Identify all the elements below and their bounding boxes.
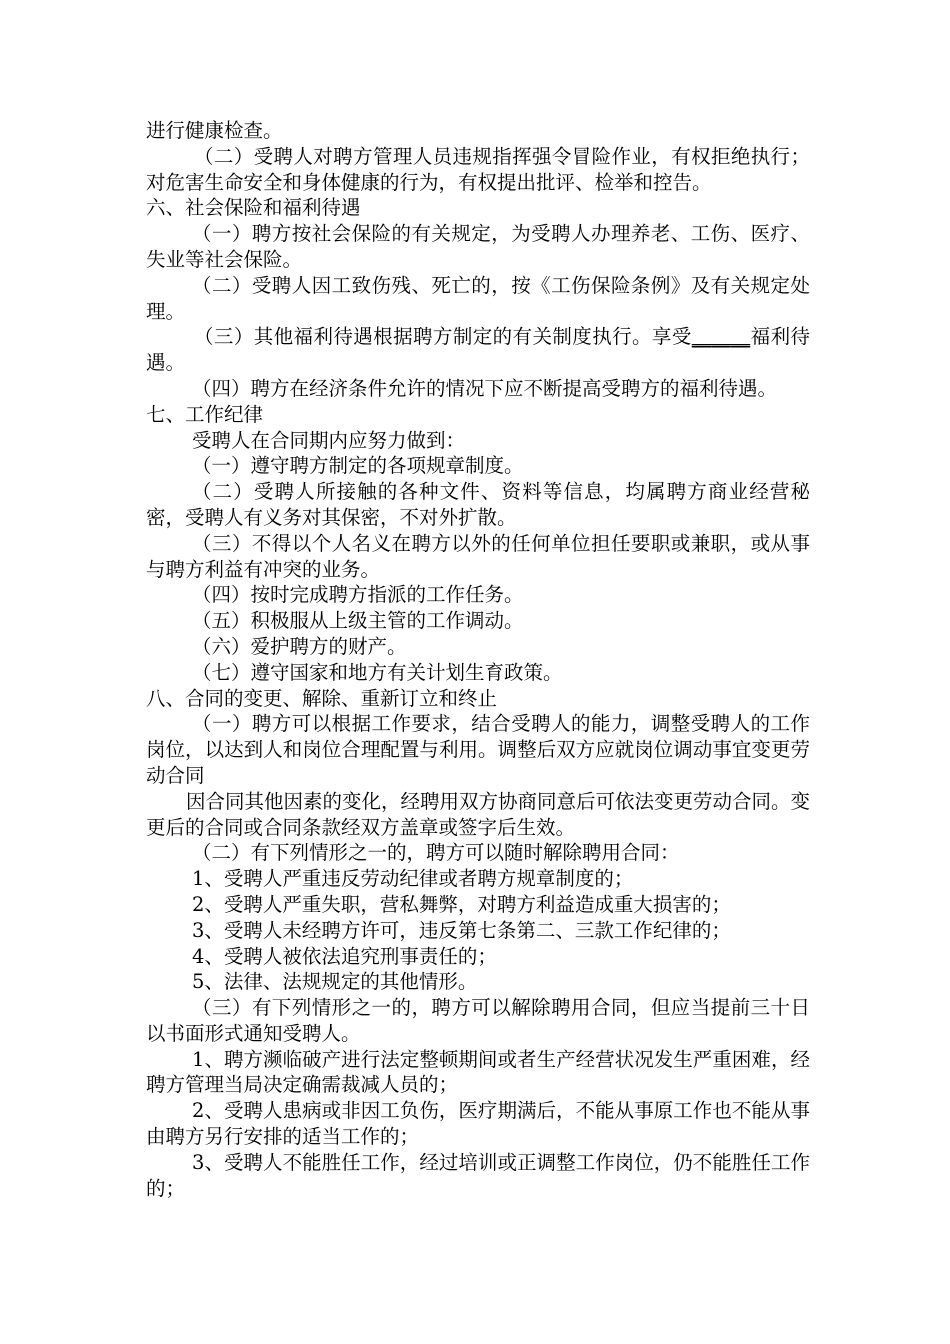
paragraph: （一）聘方按社会保险的有关规定，为受聘人办理养老、工伤、医疗、失业等社会保险。 [146,222,810,271]
list-item: 4、受聘人被依法追究刑事责任的； [192,944,497,968]
fill-in-blank: ______ [691,325,751,349]
section-heading: 八、合同的变更、解除、重新订立和终止 [146,686,498,710]
paragraph: 因合同其他因素的变化，经聘用双方协商同意后可依法变更劳动合同。变更后的合同或合同条款经双方盖章或签字后生效。 [146,789,811,839]
section-heading: 六、社会保险和福利待遇 [146,196,361,220]
list-item: 1、受聘人严重违反劳动纪律或者聘方规章制度的； [192,867,634,891]
paragraph [146,324,810,376]
paragraph: （二）受聘人对聘方管理人员违规指挥强令冒险作业，有权拒绝执行；对危害生命安全和身体健康的行为，有权提出批评、检举和控告。 [146,144,810,194]
paragraph: （二）有下列情形之一的，聘方可以随时解除聘用合同： [192,841,680,865]
list-item: 1、聘方濒临破产进行法定整顿期间或者生产经营状况发生严重困难，经聘方管理当局决定确需裁减人员的； [146,1047,810,1097]
list-item: 5、法律、法规规定的其他情形。 [192,970,478,994]
paragraph-text: （三）其他福利待遇根据聘方制定的有关制度执行。享受 [194,325,692,349]
paragraph: （一）遵守聘方制定的各项规章制度。 [192,454,524,478]
paragraph: （一）聘方可以根据工作要求，结合受聘人的能力，调整受聘人的工作岗位，以达到人和岗位合理配置与利用。调整后双方应就岗位调动事宜变更劳动合同 [146,712,810,787]
paragraph: （六）爱护聘方的财产。 [192,634,407,658]
paragraph: （七）遵守国家和地方有关计划生育政策。 [192,660,563,684]
list-item: 2、受聘人患病或非因工负伤，医疗期满后，不能从事原工作也不能从事由聘方另行安排的适当工作的； [146,1099,810,1149]
list-item: 2、受聘人严重失职，营私舞弊，对聘方利益造成重大损害的； [192,892,731,916]
paragraph: （二）受聘人因工致伤残、死亡的，按《工伤保险条例》及有关规定处理。 [146,273,810,323]
paragraph: （五）积极服从上级主管的工作调动。 [192,609,524,633]
list-item: 3、受聘人不能胜任工作，经过培训或正调整工作岗位，仍不能胜任工作的； [146,1150,810,1200]
paragraph: 进行健康检查。 [146,119,283,142]
paragraph: （三）不得以个人名义在聘方以外的任何单位担任要职或兼职，或从事与聘方利益有冲突的业务。 [146,531,810,581]
paragraph-text: 福利待遇。 [146,325,810,375]
section-heading: 七、工作纪律 [146,402,264,426]
list-item: 3、受聘人未经聘方许可，违反第七条第二、三款工作纪律的； [192,918,731,942]
paragraph: （四）聘方在经济条件允许的情况下应不断提高受聘方的福利待遇。 [192,376,778,400]
paragraph: （三）有下列情形之一的，聘方可以解除聘用合同，但应当提前三十日以书面形式通知受聘人。 [146,996,810,1045]
paragraph: 受聘人在合同期内应努力做到： [192,428,466,452]
document-page [146,118,810,1201]
paragraph: （四）按时完成聘方指派的工作任务。 [192,583,524,607]
paragraph: （二）受聘人所接触的各种文件、资料等信息，均属聘方商业经营秘密，受聘人有义务对其保密，不对外扩散。 [146,480,810,529]
